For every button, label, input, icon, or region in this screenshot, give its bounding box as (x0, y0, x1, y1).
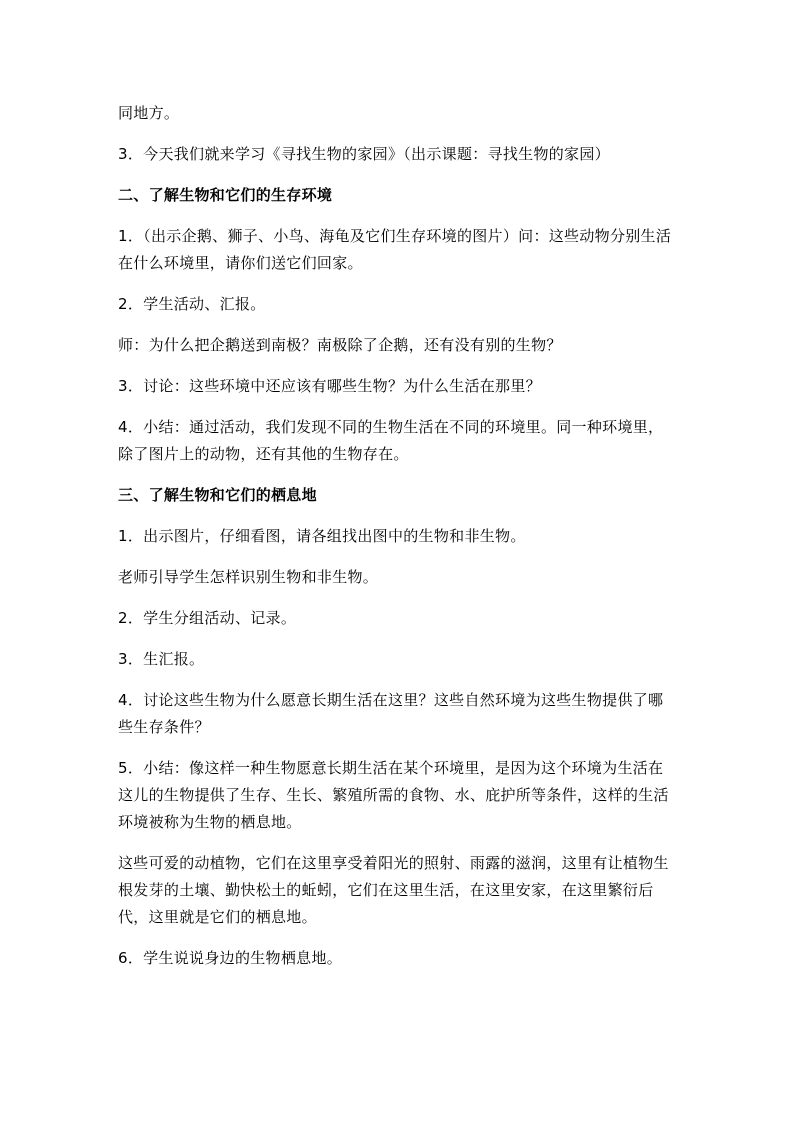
paragraph-item: 3．今天我们就来学习《寻找生物的家园》（出示课题：寻找生物的家园） (118, 145, 610, 163)
paragraph-item: 师：为什么把企鹅送到南极？南极除了企鹅，还有没有别的生物？ (118, 336, 562, 354)
paragraph-item: 老师引导学生怎样识别生物和非生物。 (118, 568, 379, 586)
paragraph-continuation: 同地方。 (118, 104, 180, 122)
paragraph-item: 2．学生活动、汇报。 (118, 295, 266, 313)
document-body (118, 100, 678, 986)
section-heading: 三、了解生物和它们的栖息地 (118, 486, 317, 504)
paragraph-item: 2．学生分组活动、记录。 (118, 609, 297, 627)
paragraph-item: 这些可爱的动植物，它们在这里享受着阳光的照射、雨露的滋润，这里有让植物生根发芽的土壤、勤快松土的蚯蚓，它们在这里生活，在这里安家，在这里繁衍后代，这里就是它们的栖息地。 (118, 854, 669, 926)
paragraph-item: 6．学生说说身边的生物栖息地。 (118, 949, 343, 967)
paragraph-item: 1．出示图片，仔细看图，请各组找出图中的生物和非生物。 (118, 527, 526, 545)
paragraph-item: 5．小结：像这样一种生物愿意长期生活在某个环境里，是因为这个环境为生活在这儿的生物提供了生存、生长、繁殖所需的食物、水、庇护所等条件，这样的生活环境被称为生物的栖息地。 (118, 759, 669, 831)
section-heading: 二、了解生物和它们的生存环境 (118, 186, 333, 204)
paragraph-item: 3．讨论：这些环境中还应该有哪些生物？为什么生活在那里？ (118, 377, 541, 395)
paragraph-item: 4．小结：通过活动，我们发现不同的生物生活在不同的环境里。同一种环境里，除了图片上的动物，还有其他的生物存在。 (118, 418, 664, 463)
paragraph-item: 4．讨论这些生物为什么愿意长期生活在这里？这些自然环境为这些生物提供了哪些生存条件？ (118, 691, 664, 736)
paragraph-item: 1．（出示企鹅、狮子、小鸟、海龟及它们生存环境的图片）问：这些动物分别生活在什么环境里，请你们送它们回家。 (118, 227, 672, 272)
paragraph-item: 3．生汇报。 (118, 650, 205, 668)
